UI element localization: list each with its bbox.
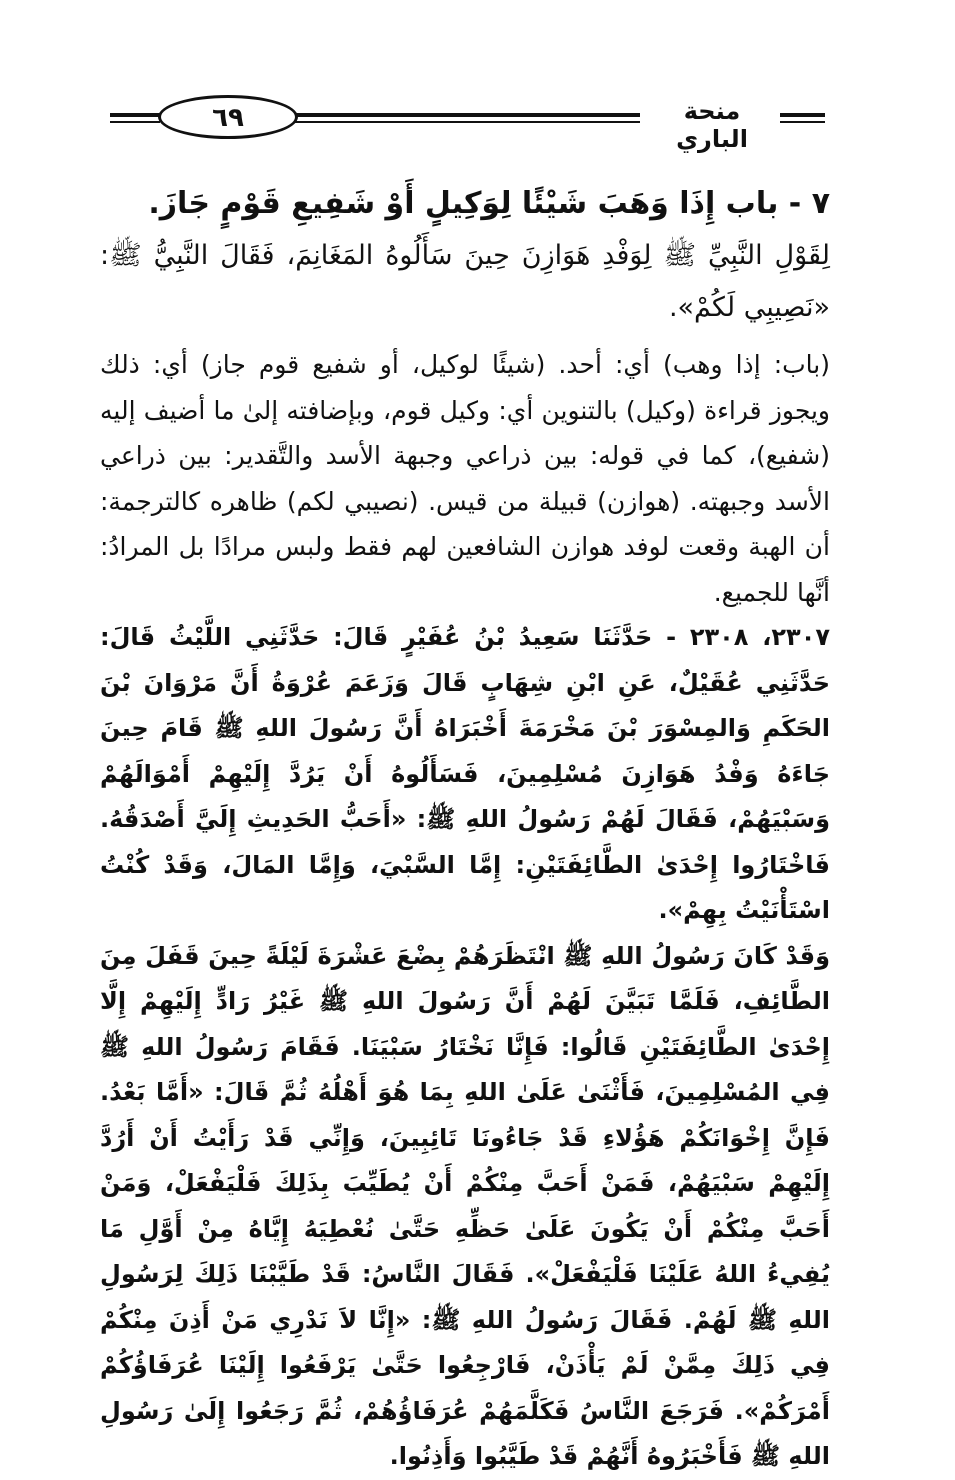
header-rule-right-bottom (780, 121, 825, 123)
header-rule-left-bottom (110, 121, 160, 123)
header-rule-middle-bottom (295, 121, 640, 123)
chapter-quote: لِقَوْلِ النَّبِيِّ ﷺ لِوَفْدِ هَوَازِنَ حِينَ سَأَلُوهُ المَغَانِمَ، فَقَالَ النَّبِيُّ ﷺ: «نَصِيبِي لَكُمْ». (100, 240, 830, 323)
hadith-text-part-1: ٢٣٠٧، ٢٣٠٨ - حَدَّثَنَا سَعِيدُ بْنُ عُفَيْرٍ قَالَ: حَدَّثَنِي اللَّيْثُ قَالَ: حَدَّثَنِي عُقَيْلٌ، عَنِ ابْنِ شِهَابٍ قَالَ وَزَعَمَ عُرْوَةُ أَنَّ مَرْوَانَ بْنَ الحَكَمِ وَالمِسْوَرَ بْنَ مَخْرَمَةَ أَخْبَرَاهُ أَنَّ رَسُولَ اللهِ ﷺ قَامَ حِينَ جَاءَهُ وَفْدُ هَوَازِنَ مُسْلِمِينَ، فَسَأَلُوهُ أَنْ يَرُدَّ إِلَيْهِمْ أَمْوَالَهُمْ وَسَبْيَهُمْ، فَقَالَ لَهُمْ رَسُولُ اللهِ ﷺ: «أَحَبُّ الحَدِيثِ إِلَيَّ أَصْدَقُهُ. فَاخْتَارُوا إِحْدَىٰ الطَّائِفَتَيْنِ: إِمَّا السَّبْيَ، وَإِمَّا المَالَ، وَقَدْ كُنْتُ اسْتَأْنَيْتُ بِهِمْ». (100, 623, 830, 924)
hadith-text-part-2: وَقَدْ كَانَ رَسُولُ اللهِ ﷺ انْتَظَرَهُمْ بِضْعَ عَشْرَةَ لَيْلَةً حِينَ قَفَلَ مِنَ الطَّائِفِ، فَلَمَّا تَبَيَّنَ لَهُمْ أَنَّ رَسُولَ اللهِ ﷺ غَيْرُ رَادٍّ إِلَيْهِمْ إِلَّا إِحْدَىٰ الطَّائِفَتَيْنِ قَالُوا: فَإِنَّا نَخْتَارُ سَبْيَنَا. فَقَامَ رَسُولُ اللهِ ﷺ فِي المُسْلِمِينَ، فَأَثْنَىٰ عَلَىٰ اللهِ بِمَا هُوَ أَهْلُهُ ثُمَّ قَالَ: «أَمَّا بَعْدُ. فَإِنَّ إِخْوَانَكُمْ هَؤُلاءِ قَدْ جَاءُونَا تَائِبِينَ، وَإِنِّي قَدْ رَأَيْتُ أَنْ أَرُدَّ إِلَيْهِمْ سَبْيَهُمْ، فَمَنْ أَحَبَّ مِنْكُمْ أَنْ يُطَيِّبَ بِذَلِكَ فَلْيَفْعَلْ، وَمَنْ أَحَبَّ مِنْكُمْ أَنْ يَكُونَ عَلَىٰ حَظِّهِ حَتَّىٰ نُعْطِيَهُ إِيَّاهُ مِنْ أَوَّلِ مَا يُفِيءُ اللهُ عَلَيْنَا فَلْيَفْعَلْ». فَقَالَ النَّاسُ: قَدْ طَيَّبْنَا ذَلِكَ لِرَسُولِ اللهِ ﷺ لَهُمْ. فَقَالَ رَسُولُ اللهِ ﷺ: «إِنَّا لاَ نَدْرِي مَنْ أَذِنَ مِنْكُمْ فِي ذَلِكَ مِمَّنْ لَمْ يَأْذَنْ، فَارْجِعُوا حَتَّىٰ يَرْفَعُوا إِلَيْنَا عُرَفَاؤُكُمْ أَمْرَكُمْ». فَرَجَعَ النَّاسُ فَكَلَّمَهُمْ عُرَفَاؤُهُمْ، ثُمَّ رَجَعُوا إِلَىٰ رَسُولِ اللهِ ﷺ فَأَخْبَرُوهُ أَنَّهُمْ قَدْ طَيَّبُوا وَأَذِنُوا. (100, 941, 830, 1470)
header-rule-middle-top (295, 113, 640, 117)
header-rule-right-top (780, 113, 825, 117)
commentary-paragraph: (باب: إذا وهب) أي: أحد. (شيئًا لوكيل، أو شفيع قوم جاز) أي: ذلك ويجوز قراءة (وكيل) بالتنوين أي: وكيل قوم، وبإضافته إلىٰ ما أضيف إليه (شفيع)، كما في قوله: بين ذراعي وجبهة الأسد والتَّقدير: بين ذراعي الأسد وجبهته. (هوازن) قبيلة من قيس. (نصيبي لكم) ظاهره كالترجمة: أن الهبة وقعت لوفد هوازن الشافعين لهم فقط ولبس مرادًا بل المرادُ: أنَّها للجميع. (100, 350, 830, 607)
running-title: منحة الباري (676, 97, 748, 153)
page-number: ٦٩ (158, 95, 298, 139)
header-rule-left-top (110, 113, 160, 117)
running-header (110, 95, 825, 153)
chapter-heading: ٧ - باب إِذَا وَهَبَ شَيْئًا لِوَكِيلٍ أَوْ شَفِيعِ قَوْمٍ جَازَ. (148, 186, 830, 221)
page-body (100, 178, 830, 1480)
